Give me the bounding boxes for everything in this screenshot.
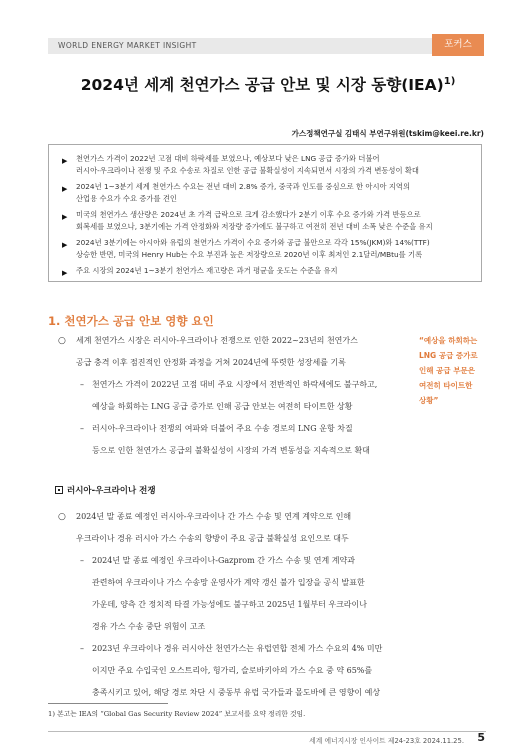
summary-line: 회복세를 보였으나, 3분기에는 가격 안정화와 저장량 증가에도 불구하고 여전히 전년 대비 소폭 낮은 수준을 유지 <box>76 222 433 231</box>
summary-item <box>62 153 472 177</box>
text-line: 2023년 우크라이나 경유 러시아산 천연가스는 유럽연합 전체 가스 수요의 4% 미만 <box>92 644 383 653</box>
text-line: 세계 천연가스 시장은 러시아-우크라이나 전쟁으로 인한 2022~23년의 천연가스 <box>76 336 358 345</box>
summary-line: 러시아-우크라이나 전쟁 및 주요 수송로 차질로 인한 공급 불확실성이 지속되면서 시장의 가격 변동성이 확대 <box>76 166 419 175</box>
summary-line: 미국의 천연가스 생산량은 2024년 초 가격 급락으로 크게 감소했다가 2분기 이후 수요 증가와 가격 반등으로 <box>76 210 421 219</box>
footer-issue: 세계 에너지시장 인사이트 제24-23호 2024.11.25. <box>309 737 464 745</box>
subsection-heading <box>55 484 156 496</box>
paragraph <box>92 638 496 704</box>
footnote-divider <box>48 703 168 704</box>
bullet-arrow-icon: ▶ <box>62 157 68 165</box>
summary-line: 주요 시장의 2024년 1~3분기 천연가스 재고량은 과거 평균을 웃도는 수준을 유지 <box>76 266 338 275</box>
text-line: 관련하여 우크라이나 가스 수송망 운영사가 계약 갱신 불가 입장을 공식 발표한 <box>92 578 365 587</box>
side-note-line: 여전히 타이트한 <box>419 381 473 390</box>
section-tag: 포커스 <box>432 34 484 56</box>
text-line: 2024년 말 종료 예정인 러시아-우크라이나 간 가스 수송 및 연계 계약으로 인해 <box>76 512 352 521</box>
text-line: 경유 가스 수송 중단 위험이 고조 <box>92 622 206 631</box>
bullet-arrow-icon: ▶ <box>62 185 68 193</box>
author-line: 가스정책연구실 김태식 부연구위원(tskim@keei.re.kr) <box>291 129 484 138</box>
footnote: 1) 본고는 IEA의 “Global Gas Security Review 2024” 보고서를 요약 정리한 것임. <box>48 710 306 718</box>
side-note-line: 상황” <box>419 396 439 405</box>
text-line: 이지만 주요 수입국인 오스트리아, 헝가리, 슬로바키아의 가스 수요 중 약 65%를 <box>92 666 373 675</box>
dash-bullet-icon: – <box>80 556 84 565</box>
text-line: 등으로 인한 천연가스 공급의 불확실성이 시장의 가격 변동성을 지속적으로 확대 <box>92 446 370 455</box>
paragraph <box>92 374 416 418</box>
summary-item <box>62 265 472 277</box>
square-bullet-icon <box>55 486 63 494</box>
summary-item <box>62 181 472 205</box>
summary-line: 상승한 반면, 미국의 Henry Hub는 수요 부진과 높은 저장량으로 2020년 이후 최저인 2.1달러/MBtu를 기록 <box>76 250 423 259</box>
summary-line: 2024년 3분기에는 아시아와 유럽의 천연가스 가격이 수요 증가와 공급 불안으로 각각 15%(JKM)와 14%(TTF) <box>76 238 430 247</box>
paragraph <box>76 330 416 374</box>
dash-bullet-icon: – <box>80 644 84 653</box>
text-line: 천연가스 가격이 2022년 고점 대비 주요 시장에서 전반적인 하락세에도 불구하고, <box>92 380 378 389</box>
bullet-arrow-icon: ▶ <box>62 269 68 277</box>
title-footnote-ref[interactable]: 1) <box>443 75 456 87</box>
summary-line: 산업용 수요가 수요 증가를 견인 <box>76 194 177 203</box>
title-text: 2024년 세계 천연가스 공급 안보 및 시장 동향(IEA) <box>80 76 444 94</box>
paragraph <box>92 418 416 462</box>
header-bar <box>48 38 480 54</box>
footer-divider <box>48 731 486 732</box>
paragraph <box>92 550 496 638</box>
text-line: 예상을 하회하는 LNG 공급 증가로 인해 공급 안보는 여전히 타이트한 상황 <box>92 402 353 411</box>
page-title <box>48 73 488 95</box>
bullet-arrow-icon: ▶ <box>62 241 68 249</box>
page-number: 5 <box>477 731 485 744</box>
summary-item <box>62 237 472 261</box>
side-note-line: 인해 공급 부문은 <box>419 366 475 375</box>
subsection-title: 러시아-우크라이나 전쟁 <box>67 486 156 496</box>
paragraph <box>76 506 496 550</box>
summary-item <box>62 209 472 233</box>
text-line: 공급 충격 이후 점진적인 안정화 과정을 거쳐 2024년에 뚜렷한 성장세를 기록 <box>76 358 346 367</box>
summary-line: 2024년 1~3분기 세계 천연가스 수요는 전년 대비 2.8% 증가, 중국과 인도를 중심으로 한 아시아 지역의 <box>76 182 411 191</box>
publication-name: WORLD ENERGY MARKET INSIGHT <box>58 41 197 50</box>
bullet-arrow-icon: ▶ <box>62 213 68 221</box>
dash-bullet-icon: – <box>80 424 84 433</box>
summary-line: 천연가스 가격이 2022년 고점 대비 하락세를 보였으나, 예상보다 낮은 LNG 공급 증가와 더불어 <box>76 154 380 163</box>
text-line: 우크라이나 경유 러시아 가스 수송의 향방이 주요 공급 불확실성 요인으로 대두 <box>76 534 349 543</box>
side-note <box>419 333 493 408</box>
dash-bullet-icon: – <box>80 380 84 389</box>
text-line: 충족시키고 있어, 해당 경로 차단 시 중동부 유럽 국가들과 몰도바에 큰 영향이 예상 <box>92 688 381 697</box>
circle-bullet-icon: ○ <box>58 512 66 522</box>
circle-bullet-icon: ○ <box>58 336 66 346</box>
text-line: 2024년 말 종료 예정인 우크라이나-Gazprom 간 가스 수송 및 연계 계약과 <box>92 556 355 565</box>
side-note-line: LNG 공급 증가로 <box>419 351 478 360</box>
text-line: 러시아-우크라이나 전쟁의 여파와 더불어 주요 수송 경로의 LNG 운항 차질 <box>92 424 353 433</box>
text-line: 가운데, 양측 간 정치적 타결 가능성에도 불구하고 2025년 1월부터 우크라이나 <box>92 600 367 609</box>
section-heading: 1. 천연가스 공급 안보 영향 요인 <box>48 314 214 328</box>
side-note-line: “예상을 하회하는 <box>419 336 478 345</box>
